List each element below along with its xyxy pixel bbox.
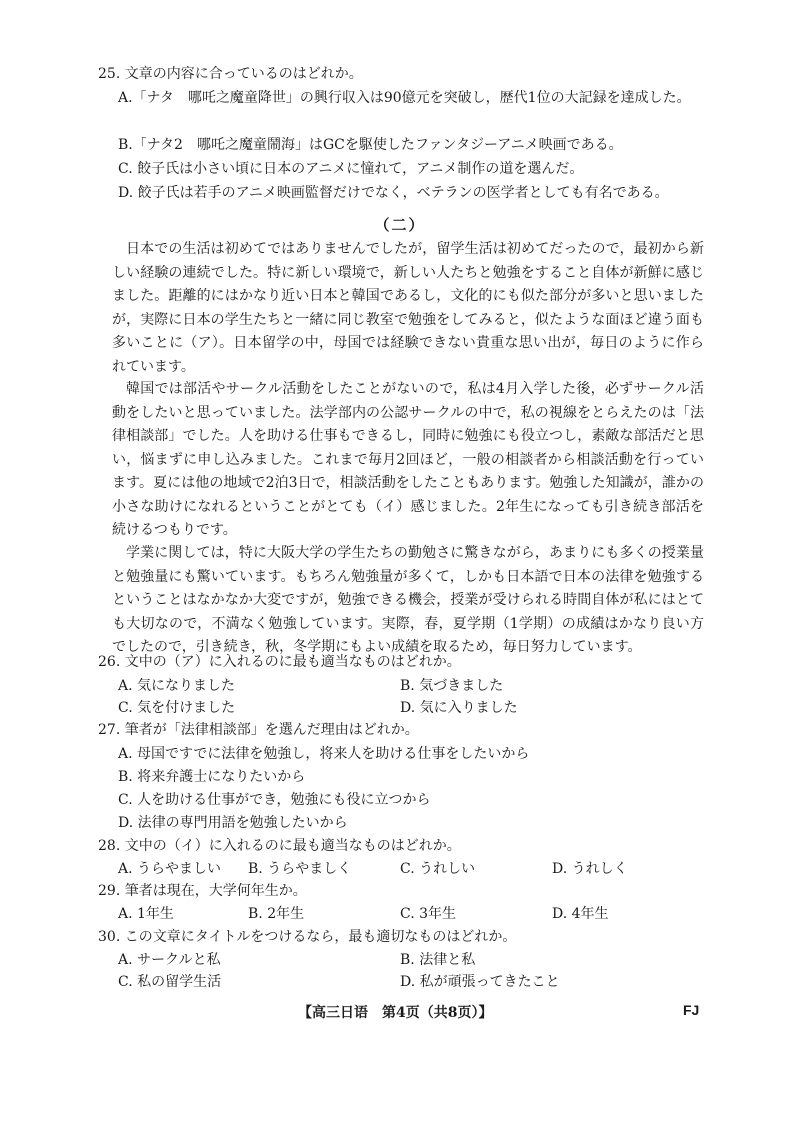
q30-option-d: D. 私が頑張ってきたこと — [400, 974, 560, 990]
footer-code: FJ — [683, 1002, 700, 1018]
passage-paragraph-3: 学業に関しては，特に大阪大学の学生たちの勤勉さに驚きながら，あまりにも多くの授業量と勉強量にも驚いています。もちろん勉強量が多くて，しかも日本語で日本の法律を勉強するということはなかなか大変ですが，勉強できる機会，授業が受けられる時間自体が私にはとても大切なので，不満なく勉強しています。実際，春，夏学期（1学期）の成績はかなり良い方でしたので，引き続き，秋，冬学期にもよい成績を取るため，毎日努力しています。 — [112, 545, 704, 655]
q26-option-d: D. 気に入りました — [400, 700, 518, 716]
q26-option-a: A. 気になりました — [118, 678, 236, 694]
q27-option-a: A. 母国ですでに法律を勉強し，将来人を助ける仕事をしたいから — [118, 746, 530, 762]
page-footer: 【高三日语 第4页（共8页）】 — [298, 1005, 493, 1021]
q29-option-a: A. 1年生 — [118, 906, 174, 922]
q29-option-d: D. 4年生 — [552, 906, 609, 922]
q25-option-b: B.「ナタ2 哪吒之魔童鬧海」はGCを駆使したファンタジーアニメ映画である。 — [118, 137, 623, 153]
q28-stem: 28. 文中の（イ）に入れるのに最も適当なものはどれか。 — [98, 838, 461, 854]
q27-stem: 27. 筆者が「法律相談部」を選んだ理由はどれか。 — [98, 722, 419, 738]
q29-option-b: B. 2年生 — [248, 906, 305, 922]
q26-stem: 26. 文中の（ア）に入れるのに最も適当なものはどれか。 — [98, 654, 461, 670]
q26-option-c: C. 気を付けました — [118, 700, 236, 716]
q28-option-c: C. うれしい — [400, 861, 476, 877]
q27-option-c: C. 人を助ける仕事ができ，勉強にも役に立つから — [118, 792, 431, 808]
passage-paragraph-1: 日本での生活は初めてではありませんでしたが，留学生活は初めてだったので，最初から新しい経験の連続でした。特に新しい環境で，新しい人たちと勉強をすること自体が新鮮に感じました。距離的にはかなり近い日本と韓国であるし，文化的にも似た部分が多いと思いましたが，実際に日本の学生たちと一緒に同じ教室で勉強をしてみると，似たような面ほど違う面も多いことに（ア）。日本留学の中，母国では経験できない貴重な思い出が，毎日のように作られています。 — [112, 241, 704, 375]
section-title: （二） — [374, 216, 426, 234]
q30-stem: 30. この文章にタイトルをつけるなら，最も適切なものはどれか。 — [98, 929, 517, 945]
q27-option-d: D. 法律の専門用語を勉強したいから — [118, 815, 348, 831]
q25-option-c: C. 餃子氏は小さい頃に日本のアニメに憧れて，アニメ制作の道を選んだ。 — [118, 161, 584, 177]
q29-stem: 29. 筆者は現在，大学何年生か。 — [98, 883, 307, 899]
q25-option-d: D. 餃子氏は若手のアニメ映画監督だけでなく，ベテランの医学者としても有名である。 — [118, 185, 669, 201]
q30-option-c: C. 私の留学生活 — [118, 974, 222, 990]
q28-option-b: B. うらやましく — [248, 861, 352, 877]
q26-option-b: B. 気づきました — [400, 678, 504, 694]
q30-option-a: A. サークルと私 — [118, 952, 221, 968]
q28-option-a: A. うらやましい — [118, 861, 222, 877]
q27-option-b: B. 将来弁護士になりたいから — [118, 769, 306, 785]
passage-paragraph-2: 韓国では部活やサークル活動をしたことがないので，私は4月入学した後，必ずサークル活動をしたいと思っていました。法学部内の公認サークルの中で，私の視線をとらえたのは「法律相談部」でした。人を助ける仕事もできるし，同時に勉強にも役立つし，素敵な部活だと思い，悩まずに申し込みました。これまで毎月2回ほど，一般の相談者から相談活動を行っています。夏には他の地域で2泊3日で，相談活動をしたこともあります。勉強した知識が，誰かの小さな助けになれるということがとても（イ）感じました。2年生になっても引き続き部活を続けるつもりです。 — [112, 381, 704, 538]
q29-option-c: C. 3年生 — [400, 906, 457, 922]
q30-option-b: B. 法律と私 — [400, 952, 476, 968]
q25-option-a: A.「ナタ 哪吒之魔童降世」の興行収入は90億元を突破し，歴代1位の大記録を達成した。 — [118, 90, 691, 106]
q28-option-d: D. うれしく — [552, 861, 628, 877]
q25-stem: 25. 文章の内容に合っているのはどれか。 — [98, 66, 363, 82]
